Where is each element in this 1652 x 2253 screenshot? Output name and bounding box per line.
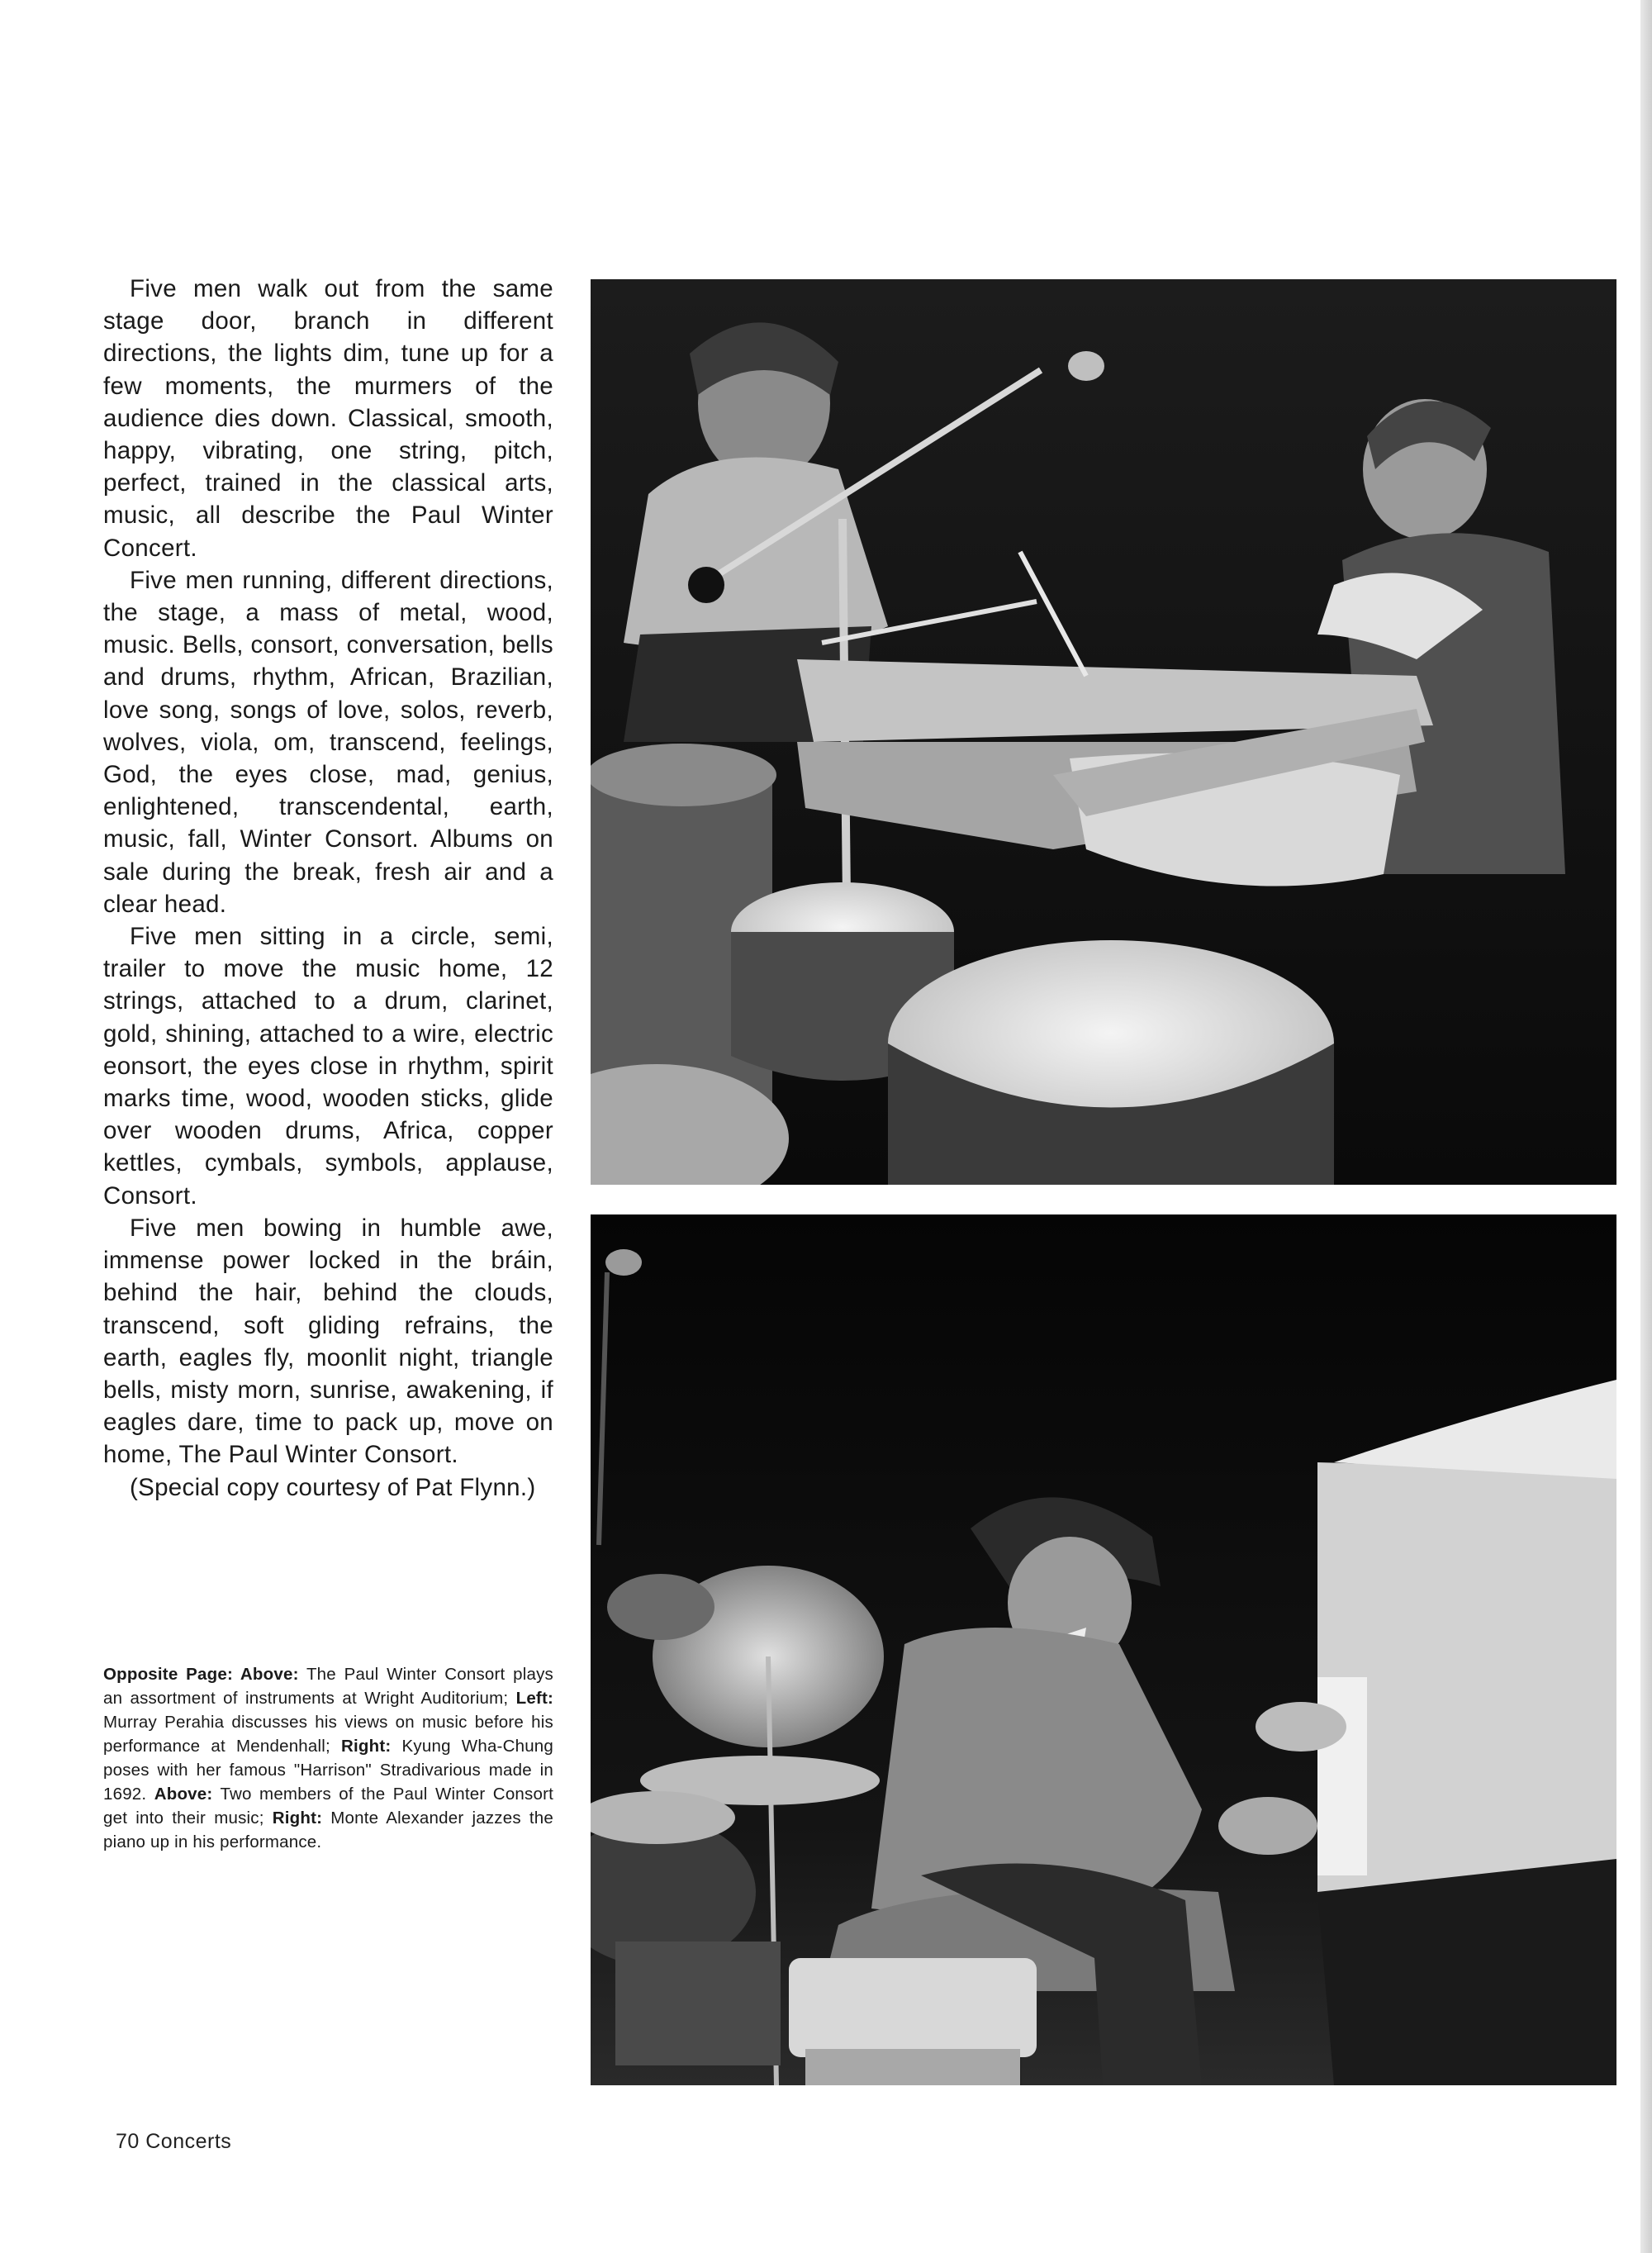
- caption-label-above: Above:: [154, 1785, 213, 1804]
- caption-text-3: Kyung Wha-Chung poses with her famous "Harrison" Stradivarious made in 1692.: [103, 1737, 553, 1804]
- caption-text-4: Two members of the Paul Winter Consort get into their music;: [103, 1785, 553, 1828]
- page-edge-shadow: [1640, 0, 1652, 2253]
- caption-label-opposite-above: Opposite Page: Above:: [103, 1665, 299, 1684]
- caption-text-1: The Paul Winter Consort plays an assortment of instruments at Wright Auditorium;: [103, 1665, 553, 1708]
- article-paragraph-3: Five men sitting in a circle, semi, trailer to move the music home, 12 strings, attached to a drum, clarinet, gold, shining, attached to a wire, electric eonsort, the eyes close in rhythm, spirit marks time, wood, wooden sticks, glide over wooden drums, Africa, copper kettles, cymbals, symbols, applause, Consort.: [103, 923, 553, 1210]
- page-folio: 70 Concerts: [116, 2130, 232, 2153]
- article-paragraph-2: Five men running, different directions, the stage, a mass of metal, wood, music. Bells, consort, conversation, bells and drums, rhythm, African, Brazilian, love song, songs of love, solos, reverb, wolves, viola, om, transcend, feelings, God, the eyes close, mad, genius, enlightened, transcendental, earth, music, fall, Winter Consort. Albums on sale during the break, fresh air and a clear head.: [103, 566, 553, 918]
- caption-label-left: Left:: [515, 1689, 553, 1708]
- article-paragraph-4: Five men bowing in humble awe, immense power locked in the bráin, behind the hair, behind the clouds, transcend, soft gliding refrains, the earth, eagles fly, moonlit night, triangle bells, misty morn, sunrise, awakening, if eagles dare, time to pack up, move on home, The Paul Winter Consort.: [103, 1214, 553, 1469]
- caption-label-right: Right:: [341, 1737, 392, 1756]
- caption-text-5: Monte Alexander jazzes the piano up in his performance.: [103, 1809, 553, 1851]
- photo-pianist: [591, 1214, 1616, 2085]
- photo-percussionists: [591, 279, 1616, 1185]
- article-paragraph-5: (Special copy courtesy of Pat Flynn.): [130, 1473, 536, 1501]
- article-body: [103, 273, 553, 1504]
- caption-text-2: Murray Perahia discusses his views on music before his performance at Mendenhall;: [103, 1713, 553, 1756]
- percussion-illustration: [591, 279, 1616, 1185]
- caption-label-right-2: Right:: [272, 1809, 323, 1828]
- article-paragraph-1: Five men walk out from the same stage door, branch in different directions, the lights dim, tune up for a few moments, the murmers of the audience dies down. Classical, smooth, happy, vibrating, one string, pitch, perfect, trained in the classical arts, music, all describe the Paul Winter Concert.: [103, 275, 553, 562]
- photo-caption: [103, 1662, 553, 1854]
- pianist-illustration: [591, 1214, 1616, 2085]
